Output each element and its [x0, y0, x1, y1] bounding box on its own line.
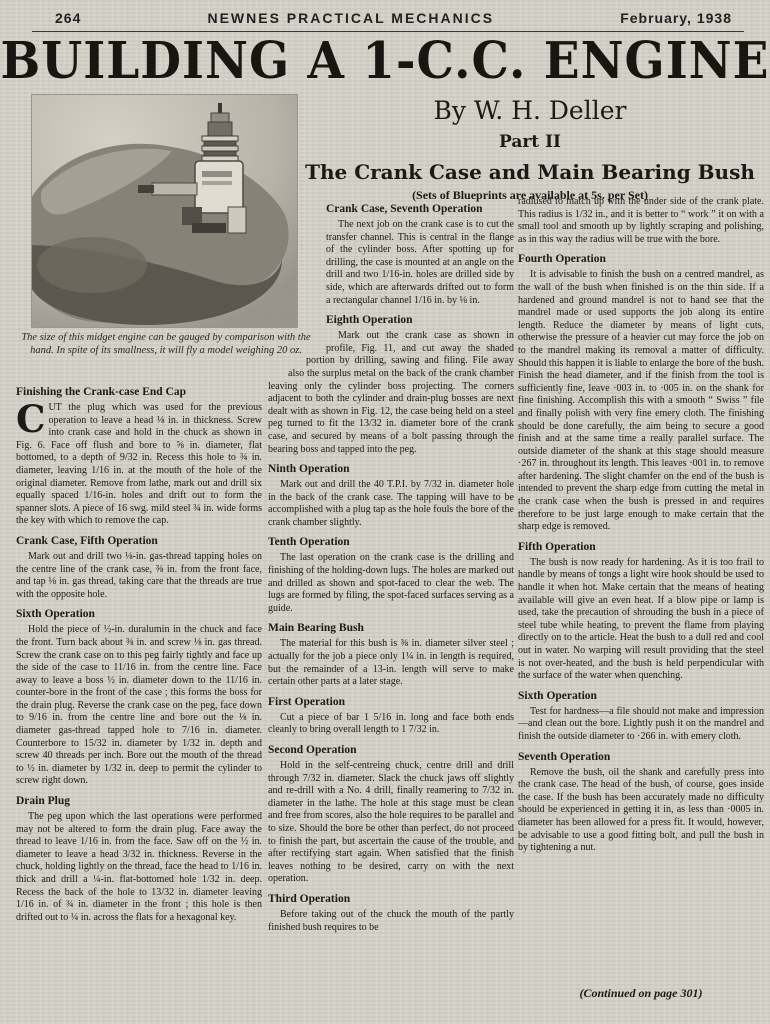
- section-heading: Crank Case, Seventh Operation: [326, 203, 483, 215]
- section-heading: Third Operation: [268, 892, 351, 905]
- body-paragraph: The last operation on the crank case is the drilling and finishing of the holding-down lugs. The holes are marked out and drilled as shown and spot-faced to clear the web. The lugs are formed by filing, the spot-faced surfaces serving as a guide.: [268, 552, 514, 614]
- body-paragraph: It is advisable to finish the bush on a centred mandrel, as the wall of the bush when finished is on the thin side. If a hardened and ground mandrel is not to hand see that the mandrel made or used supports the job along its entire length. Reduce the diameter by means of light cuts, otherwise the pressure of a heavier cut may force the job on to the mandrel making its removal a matter of difficulty. Should this happen it is liable to enlarge the bore of the bush. Finish the head diameter, and if the finish from the tool is sufficiently fine, leave ·003 in. to ·005 in. on the shank for fine finishing. Accomplish this with a smooth “ Swiss ” file and finally polish with very fine emery cloth. The finishing should be done carefully, the aim being to secure a good finish and at the same time a really parallel surface. The outside diameter of the shank at this stage should measure ·267 in. throughout its length. This leaves ·001 in. to remove after hardening. The slight chamfer on the end of the bush is intended to prevent the sharp edge from cutting the metal in the crank case when the bush is pressed in and requires therefore to be just large enough to make certain that the sharp edge is removed.: [518, 269, 764, 533]
- journal-title: NEWNES PRACTICAL MECHANICS: [207, 10, 495, 26]
- body-paragraph: CUT the plug which was used for the previous operation to leave a head ⅛ in. in thickness. Screw into crank case and hold in the chuck as shown in Fig. 6. Face off flush and bore to ⅝ in. diameter, flat bottomed, to a depth of 9/32 in. Recess this hole to ¾ in. diameter, leaving 1/16 in. at the mouth of the hole of the original diameter. Remove from lathe, mark out and drill six equally spaced 1/16-in. holes and drift out to form the spanner slots. A piece of 16 swg. mild steel ¾ in. wide forms the key with which to remove the cap.: [16, 397, 262, 527]
- body-paragraph: The material for this bush is ⅜ in. diameter silver steel ; actually for the job a piece only 1¼ in. in length is required, but the remainder of a 13-in. length will serve to make certain other parts at a later stage.: [268, 638, 514, 688]
- part-label: Part II: [499, 132, 561, 152]
- photo-wrap-spacer: [268, 362, 288, 378]
- blueprint-note: (Sets of Blueprints are available at 5s. per Set): [412, 188, 648, 202]
- section-heading: Sixth Operation: [518, 689, 597, 702]
- body-paragraph: Before taking out of the chuck the mouth of the partly finished bush requires to be: [268, 908, 514, 933]
- section-heading: First Operation: [268, 695, 345, 708]
- body-paragraph: Cut a piece of bar 1 5/16 in. long and face both ends cleanly to bring overall length to 1 7/32 in.: [268, 711, 514, 736]
- column-right: [518, 196, 764, 984]
- body-paragraph: Mark out the crank case as shown in profile, Fig. 11, and cut away the shaded portion by drilling, sawing and filing. File away also the surplus metal on the back of the crank chamber leaving only the cylinder boss projecting. The corners adjacent to both the cylinder and drain-plug bosses are next dealt with as shown in Fig. 12, the case being held on a steel peg turned to fit the 13/32 in. diameter bore of the crank case, and secured by means of a bolt passing through the bearing boss and tapped into the peg.: [268, 330, 514, 455]
- masthead: [55, 10, 732, 26]
- body-paragraph: Mark out and drill two ⅛-in. gas-thread tapping holes on the centre line of the crank case, ⅜ in. from the front face, and tap ⅛ in. gas thread, taking care that the threads are true with the opposite hole.: [16, 550, 262, 600]
- body-paragraph: Remove the bush, oil the shank and carefully press into the crank case. The head of the bush, of course, goes inside the case. If the bush has been accurately made no difficulty should be experienced in getting it in, as less than ·0005 in. diameter has been allowed for a press fit. It would, however, be advisable to use a good fitting bolt, and pull the bush in by tightening a nut.: [518, 766, 764, 854]
- section-heading: Main Bearing Bush: [268, 622, 364, 635]
- section-heading: Sixth Operation: [16, 608, 95, 621]
- section-heading: Fifth Operation: [518, 540, 596, 553]
- section-heading: Second Operation: [268, 744, 357, 756]
- body-paragraph: Test for hardness—a file should not make and impression—and clean out the bore. Lightly push it on the mandrel and finish the outside diameter to ·266 in. with emery cloth.: [518, 705, 764, 742]
- body-paragraph: The bush is now ready for hardening. As it is too frail to handle by means of tongs a light wire hook should be used to handle it when hot. Make certain that the means of heating available will give an even heat. If a blow pipe or lamp is used, take the precaution of shrouding the bush in a piece of steel tube while heating, to prevent the flame from playing directly on to the article. Heat the bush to a dull red and cool out in water. No warping will result providing that the steel is not over-heated, and the bush is held perpendicular with the surface of the water when quenching.: [518, 556, 764, 682]
- section-heading: Crank Case, Fifth Operation: [16, 534, 158, 547]
- body-paragraph: The peg upon which the last operations were performed may not be altered to form the drain plug. Face away the thread to leave 1/16 in. from the face. Saw off on the ½ in. diameter to leave a head 3/32 in. thickness. Reverse in the chuck, holding lightly on the thread, face the head to 1/16 in. thick and drill a ¼-in. flat-bottomed hole 1/32 in. deep. Recess the back of the hole to 13/32 in. diameter leaving 1/16 in. of ¾ in. diameter in the front ; this hole is then drifted out to ¼ in. across the flats for a hexagonal key.: [16, 811, 262, 923]
- section-heading: Ninth Operation: [268, 463, 350, 476]
- section-heading: Finishing the Crank-case End Cap: [16, 386, 186, 398]
- body-paragraph: Mark out and drill the 40 T.P.I. by 7/32 in. diameter hole in the back of the crank case. The tapping will have to be accomplished with a plug tap as the hole fouls the bore of the crank chamber slightly.: [268, 479, 514, 528]
- column-left: [16, 379, 262, 1015]
- byline-block: [305, 96, 755, 203]
- section-heading: Drain Plug: [16, 795, 70, 808]
- issue-date: February, 1938: [620, 10, 732, 26]
- body-paragraph: Hold the piece of ½-in. duralumin in the chuck and face the front. Turn back about ⅜ in. and screw ⅛ in. gas thread. Screw the crank case on to this peg fairly tightly and face up the side of the case to 11/16 in. from the centre line. Face away to leave a boss ½ in. diameter down to the 11/16 in. counter-bore in the front of the case ; this forms the boss for the drain plug. Reverse the crank case on the peg, face down to 9/16 in. from the centre line and bore out the ⅛ in. diameter gas-thread tapped hole to 7/16 in. diameter. Counterbore to 15/32 in. diameter by 1/32 in. depth and screw 40 threads per inch. Bore out the mouth of the thread to ½ in. diameter by 1/32 in. deep to permit the cylinder to screw right down.: [16, 624, 262, 787]
- section-heading: Eighth Operation: [326, 314, 413, 327]
- engine-photo-illustration: [32, 95, 297, 327]
- continued-note: (Continued on page 301): [579, 986, 703, 1000]
- photo-caption: The size of this midget engine can be gauged by comparison with the hand. In spite of its smallness, it will fly a model weighing 20 oz.: [21, 332, 311, 356]
- section-heading: Tenth Operation: [268, 536, 350, 549]
- section-heading: Fourth Operation: [518, 253, 606, 266]
- body-paragraph: Hold in the self-centreing chuck, centre drill and drill through 7/32 in. diameter. Slack the chuck jaws off slightly and re-drill with a No. 4 drill, finally reamering to 7/32 in. diameter in the lathe. The hole at this stage must be clean and free from scores, also the hole requires to be parallel and to size. Should the bore be other than perfect, do not proceed to finish the part, but ascertain the cause of the trouble, and after rectifying start again. When satisfied that the finish leaves nothing to be desired, carry on with the next operation.: [268, 760, 514, 885]
- article-subtitle: The Crank Case and Main Bearing Bush: [305, 160, 755, 184]
- drop-cap: C: [16, 397, 46, 441]
- section-heading: Seventh Operation: [518, 750, 611, 763]
- photo-wrap-spacer: [268, 346, 306, 362]
- page-number: 264: [55, 10, 82, 26]
- author: By W. H. Deller: [433, 96, 627, 125]
- body-paragraph: The next job on the crank case is to cut the transfer channel. This is central in the flange of the cylinder boss. After spotting up for drilling, the case is mounted at an angle on the drill and two 1/16-in. holes are drilled side by side, which are afterwards drifted out to form a rectangular channel 1/16 in. by ⅛ in.: [326, 219, 514, 306]
- column-middle: [268, 196, 514, 1016]
- article-title: BUILDING A 1-C.C. ENGINE: [0, 31, 770, 92]
- photo-wrap-spacer: [268, 196, 326, 346]
- body-paragraph: radiused to match up with the under side of the crank plate. This radius is 1/32 in., and it is better to “ work ” it on with a small tool and smooth up by lightly scraping and polishing, as in this way the radius will be true with the bore.: [518, 196, 764, 245]
- engine-photo: [32, 95, 297, 327]
